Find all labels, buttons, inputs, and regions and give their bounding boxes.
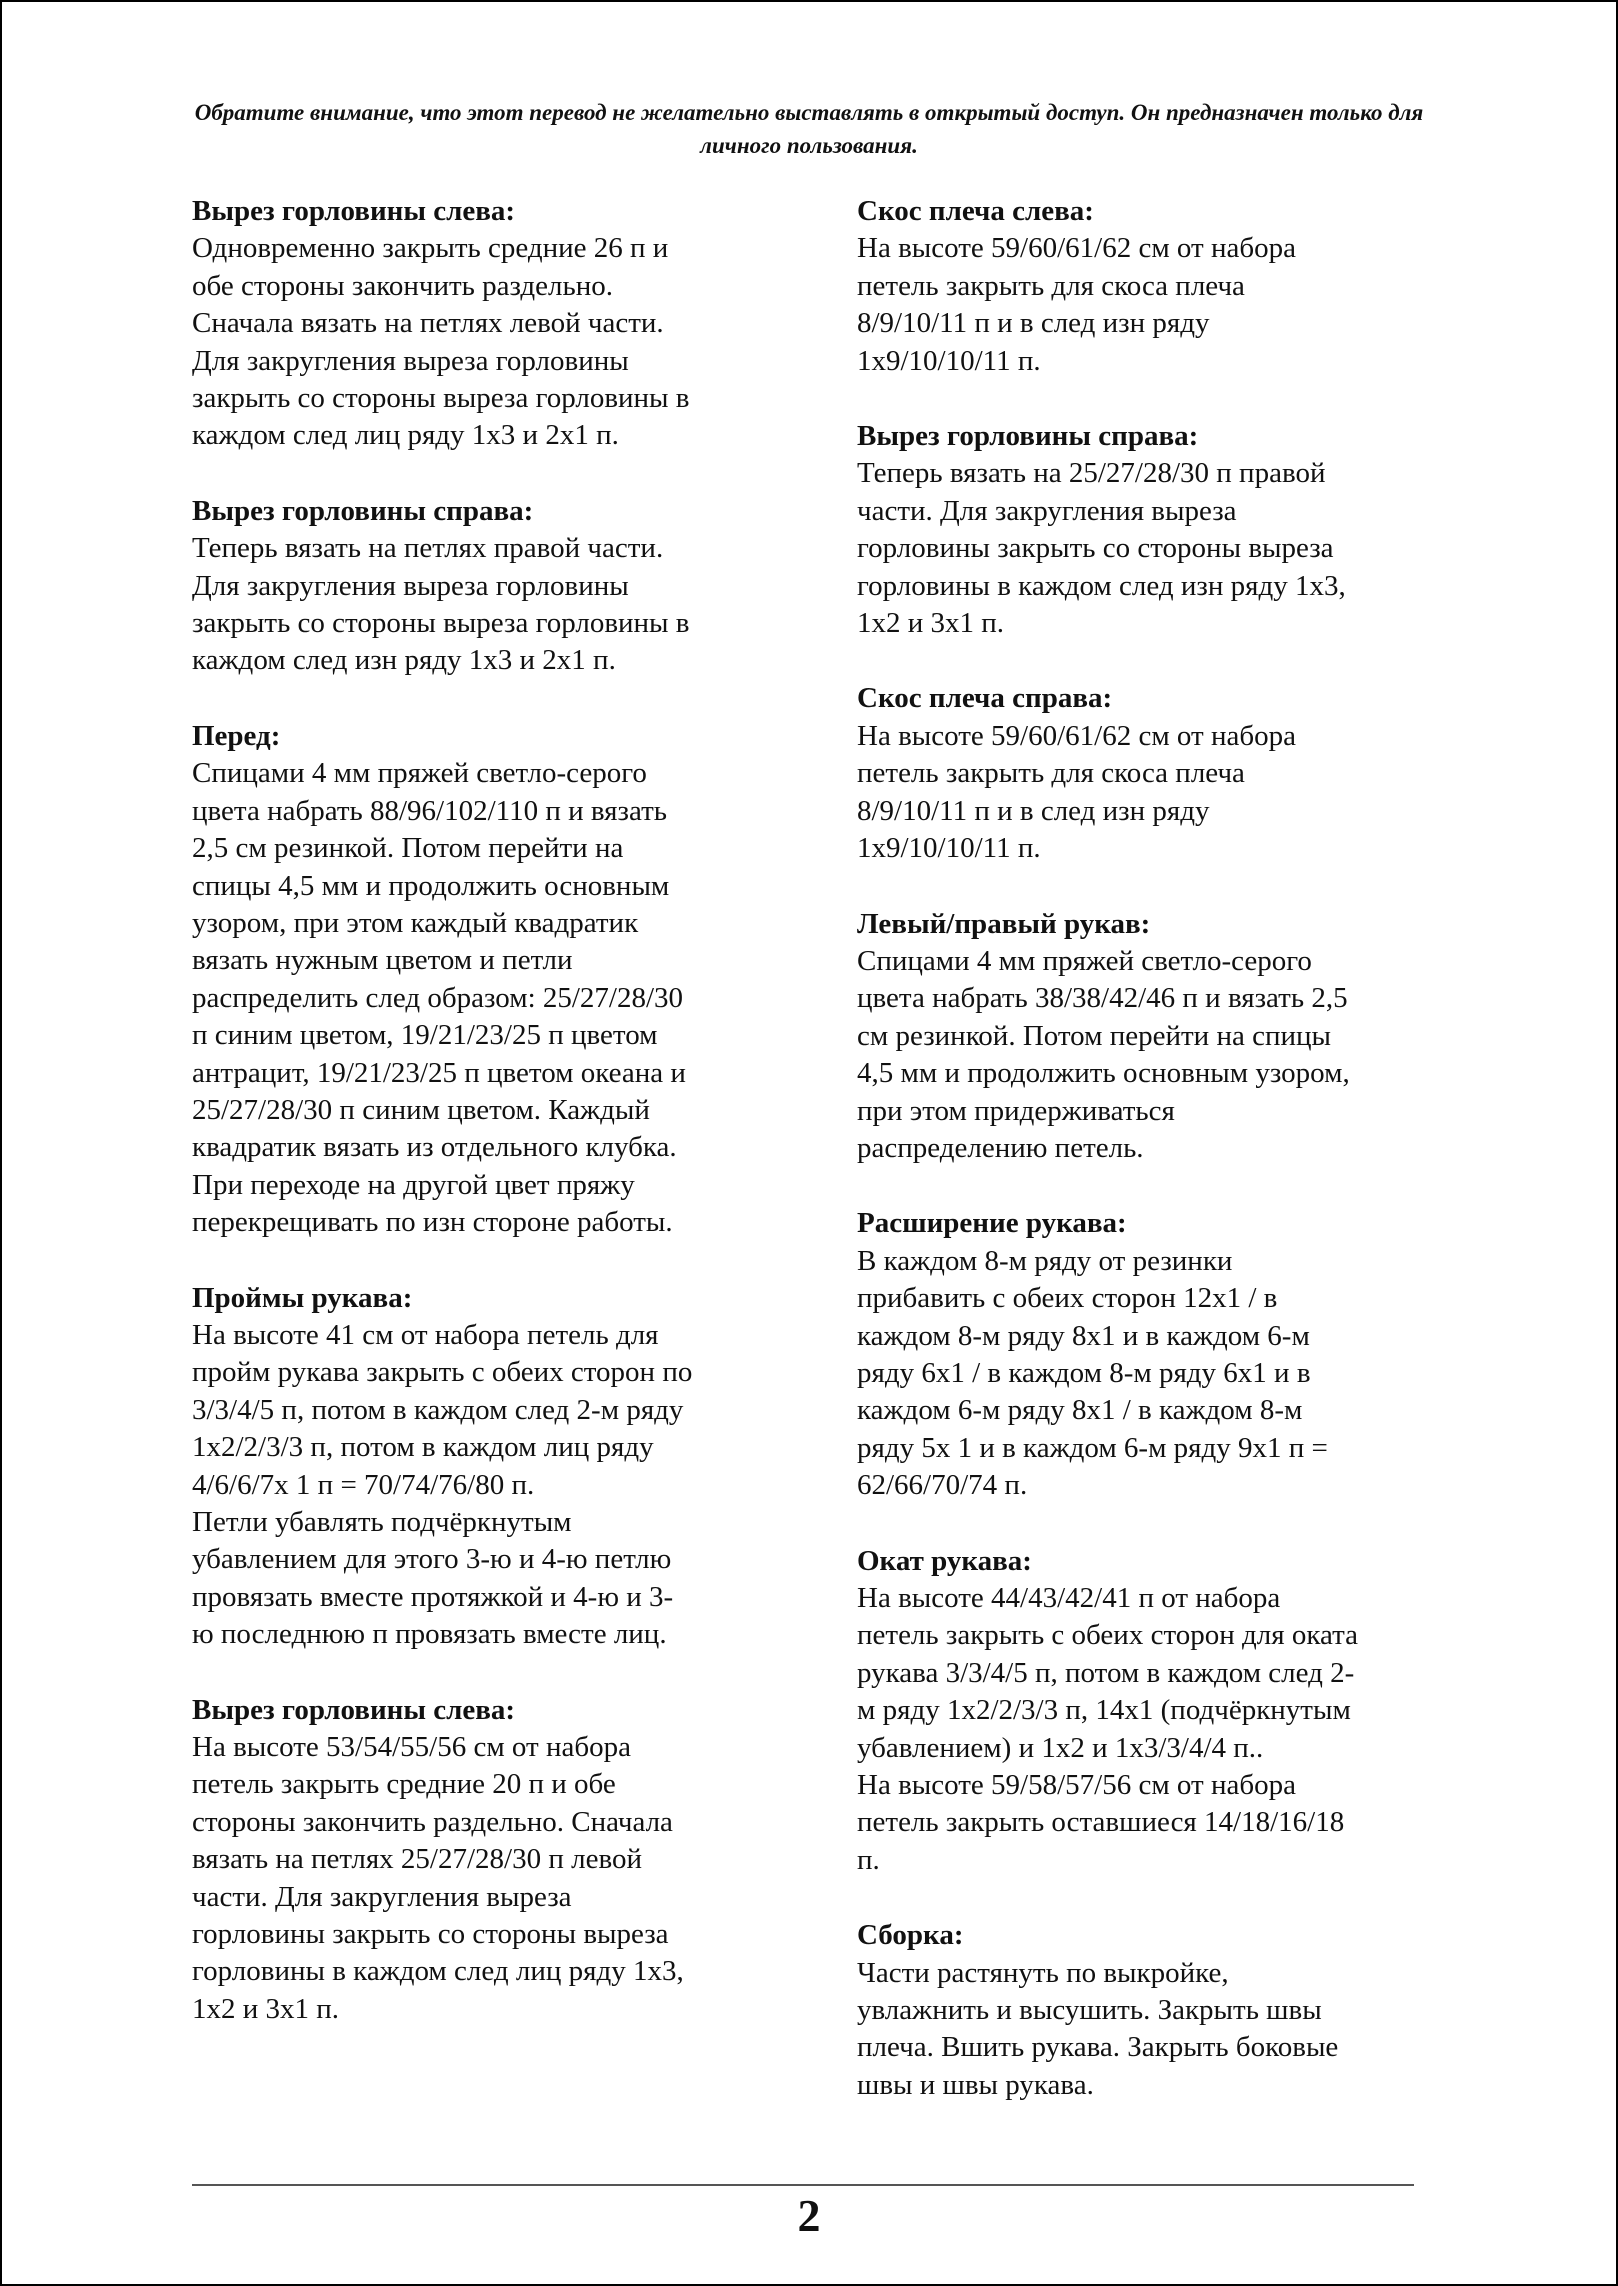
section-shoulder-left: [857, 193, 1437, 380]
section-heading: Перед:: [192, 719, 281, 752]
section-body: Теперь вязать на петлях правой части. Для закругления выреза горловины закрыть со стороны выреза горловины в каждом след изн ряду 1х3 и 2х1 п.: [192, 532, 690, 677]
section-body: Спицами 4 мм пряжей светло-серого цвета набрать 88/96/102/110 п и вязать 2,5 см резинкой. Потом перейти на спицы 4,5 мм и продолжить основным узором, при этом каждый квадратик вязать нужным цветом и петли распределить след образом: 25/27/28/30 п синим цветом, 19/21/23/25 п цветом антрацит, 19/21/23/25 п цветом океана и 25/27/28/30 п синим цветом. Каждый квадратик вязать из отдельного клубка. При переходе на другой цвет пряжу перекрещивать по изн стороне работы.: [192, 757, 686, 1239]
right-column: [857, 193, 1437, 2142]
section-heading: Скос плеча слева:: [857, 195, 1094, 227]
section-shoulder-right: [857, 680, 1437, 867]
section-heading: Расширение рукава:: [857, 1207, 1127, 1240]
section-body: На высоте 53/54/55/56 см от набора петель закрыть средние 20 п и обе стороны закончить раздельно. Сначала вязать на петлях 25/27/28/30 п левой части. Для закругления выреза горловины закрыть со стороны выреза горловины в каждом след лиц ряду 1х3, 1х2 и 3х1 п.: [192, 1731, 684, 2025]
section-heading: Вырез горловины справа:: [192, 494, 534, 527]
section-heading: Сборка:: [857, 1919, 964, 1952]
section-heading: Вырез горловины слева:: [192, 195, 516, 227]
section-body: На высоте 44/43/42/41 п от набора петель закрыть с обеих сторон для оката рукава 3/3/4/5 п, потом в каждом след 2- м ряду 1х2/2/3/3 п, 14х1 (подчёркнутым убавлением) и 1х2 и 1х3/3/4/4 п.. На высоте 59/58/57/56 см от набора петель закрыть оставшиеся 14/18/16/18 п.: [857, 1582, 1358, 1876]
section-front-neckline-left: [192, 1692, 772, 2029]
section-sleeve-cap: [857, 1543, 1437, 1880]
section-sleeve: [857, 906, 1437, 1168]
section-heading: Проймы рукава:: [192, 1281, 413, 1314]
section-heading: Окат рукава:: [857, 1544, 1032, 1577]
section-neckline-right: [192, 493, 772, 680]
section-body: Спицами 4 мм пряжей светло-серого цвета набрать 38/38/42/46 п и вязать 2,5 см резинкой. Потом перейти на спицы 4,5 мм и продолжить основным узором, при этом придерживаться распределению петель.: [857, 944, 1350, 1164]
section-body: Одновременно закрыть средние 26 п и обе стороны закончить раздельно. Сначала вязать на петлях левой части. Для закругления выреза горловины закрыть со стороны выреза горловины в каждом след лиц ряду 1х3 и 2х1 п.: [192, 232, 690, 452]
section-assembly: [857, 1917, 1437, 2104]
section-front: [192, 718, 772, 1242]
section-neckline-left: [192, 193, 772, 455]
section-body: Части растянуть по выкройке, увлажнить и высушить. Закрыть швы плеча. Вшить рукава. Закрыть боковые швы и швы рукава.: [857, 1956, 1339, 2101]
left-column: [192, 193, 772, 2066]
section-heading: Скос плеча справа:: [857, 682, 1113, 715]
section-heading: Вырез горловины справа:: [857, 420, 1199, 453]
section-heading: Левый/правый рукав:: [857, 907, 1151, 940]
section-armholes: [192, 1280, 772, 1654]
translation-notice: Обратите внимание, что этот перевод не желательно выставлять в открытый доступ. Он предназначен только для личного пользования.: [194, 100, 1424, 158]
section-heading: Вырез горловины слева:: [192, 1693, 516, 1726]
section-body: На высоте 59/60/61/62 см от набора петель закрыть для скоса плеча 8/9/10/11 п и в след изн ряду 1х9/10/10/11 п.: [857, 232, 1296, 377]
section-body: На высоте 59/60/61/62 см от набора петель закрыть для скоса плеча 8/9/10/11 п и в след изн ряду 1х9/10/10/11 п.: [857, 719, 1296, 865]
section-body: Теперь вязать на 25/27/28/30 п правой части. Для закругления выреза горловины закрыть со стороны выреза горловины в каждом след изн ряду 1х3, 1х2 и 3х1 п.: [857, 457, 1346, 640]
section-sleeve-increase: [857, 1205, 1437, 1504]
section-body: В каждом 8-м ряду от резинки прибавить с обеих сторон 12х1 / в каждом 8-м ряду 8х1 и в каждом 6-м ряду 6х1 / в каждом 8-м ряду 6х1 и в каждом 6-м ряду 8х1 / в каждом 8-м ряду 5х 1 и в каждом 6-м ряду 9х1 п = 62/66/70/74 п.: [857, 1244, 1328, 1502]
section-front-neckline-right: [857, 418, 1437, 642]
section-body: На высоте 41 см от набора петель для пройм рукава закрыть с обеих сторон по 3/3/4/5 п, потом в каждом след 2-м ряду 1х2/2/3/3 п, потом в каждом лиц ряду 4/6/6/7х 1 п = 70/74/76/80 п. Петли убавлять подчёркнутым убавлением для этого 3-ю и 4-ю петлю провязать вместе протяжкой и 4-ю и 3- ю последнюю п провязать вместе лиц.: [192, 1318, 693, 1651]
page-number: 2: [797, 2190, 821, 2241]
